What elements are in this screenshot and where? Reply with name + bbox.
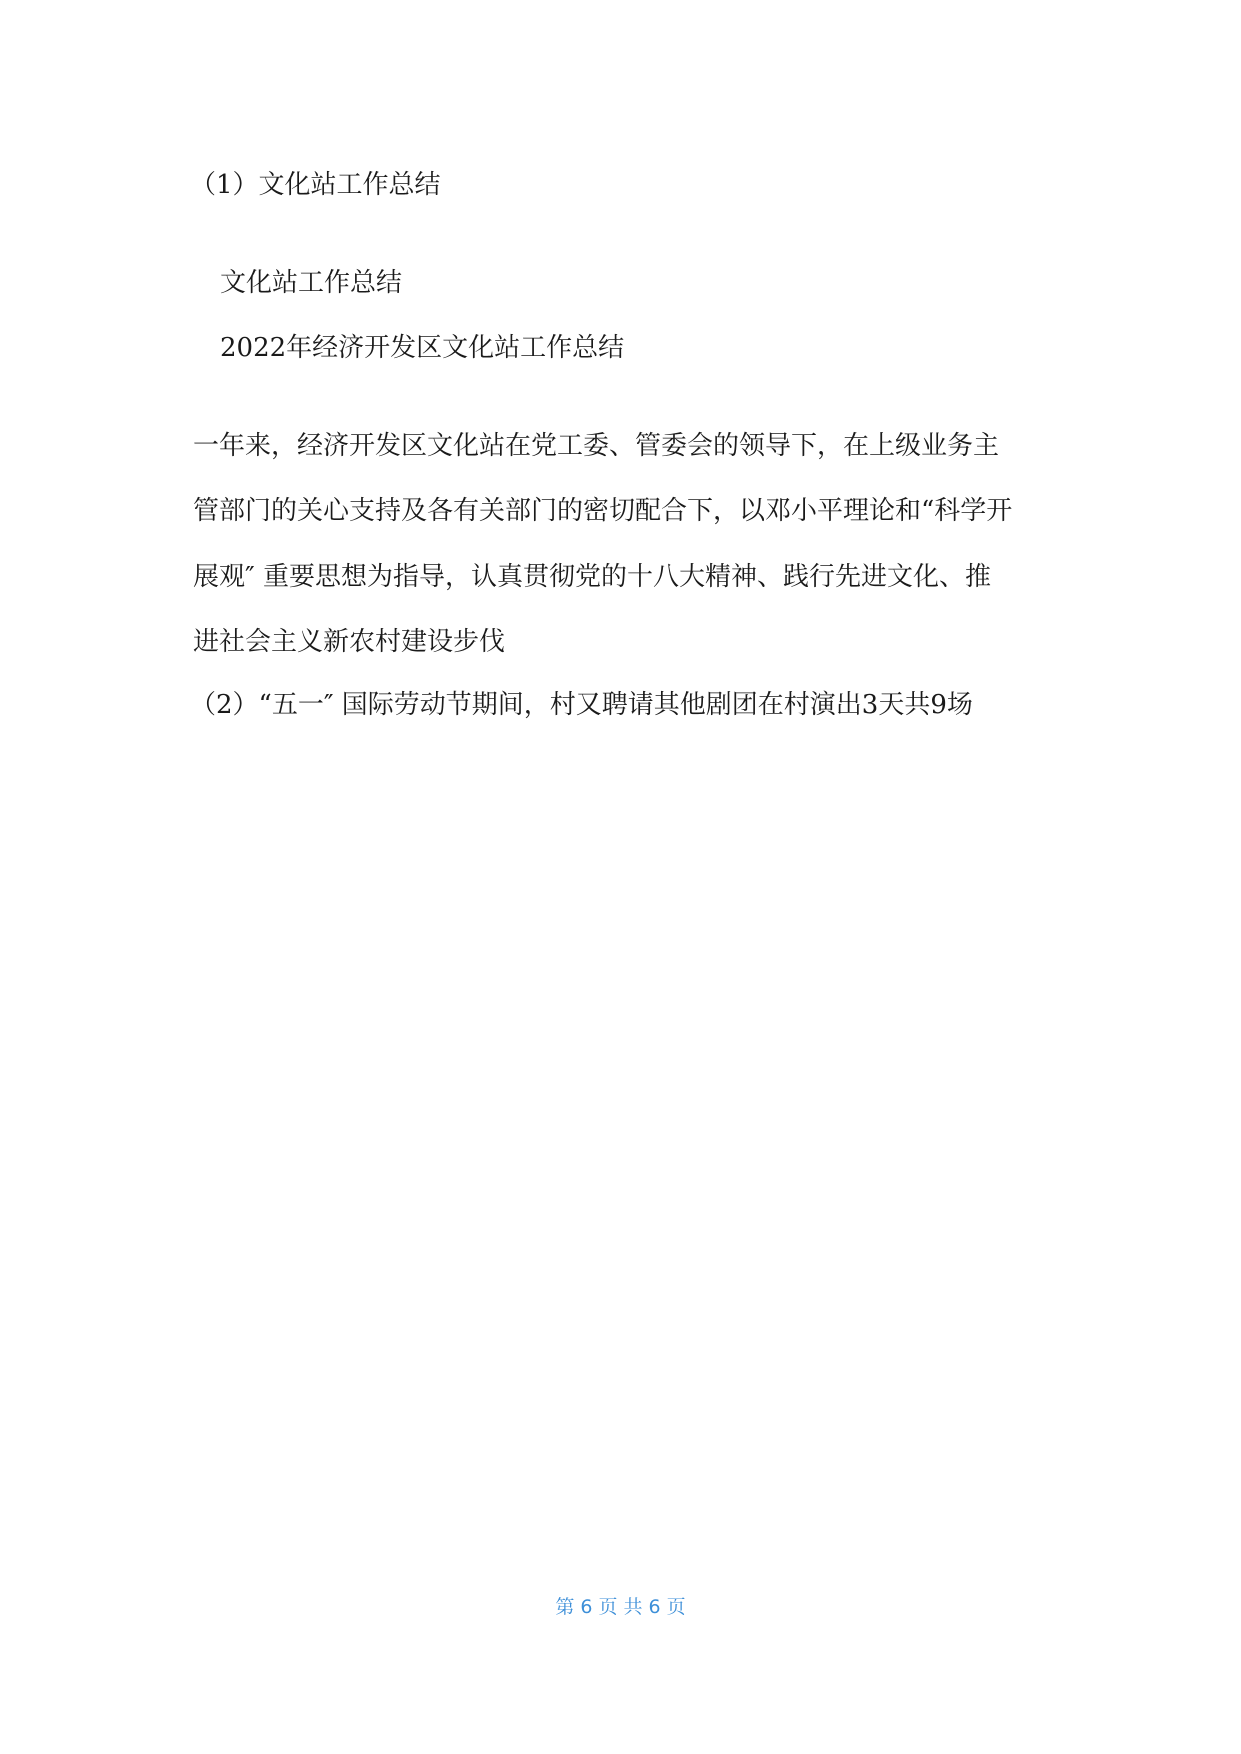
paragraph-line: 进社会主义新农村建设步伐 — [193, 627, 506, 657]
document-subtitle: 2022年经济开发区文化站工作总结 — [220, 333, 625, 363]
paragraph-line: 展观″ 重要思想为指导，认真贯彻党的十八大精神、践行先进文化、推 — [193, 562, 991, 592]
item-1-heading: （1）文化站工作总结 — [190, 170, 441, 200]
document-title: 文化站工作总结 — [220, 268, 403, 298]
page-number-footer: 第 6 页 共 6 页 — [555, 1596, 686, 1618]
item-2-line: （2）“五一″ 国际劳动节期间，村又聘请其他剧团在村演出3天共9场 — [190, 690, 973, 720]
paragraph-line: 一年来，经济开发区文化站在党工委、管委会的领导下，在上级业务主 — [193, 431, 1000, 461]
paragraph-line: 管部门的关心支持及各有关部门的密切配合下，以邓小平理论和“科学开 — [193, 496, 1013, 526]
